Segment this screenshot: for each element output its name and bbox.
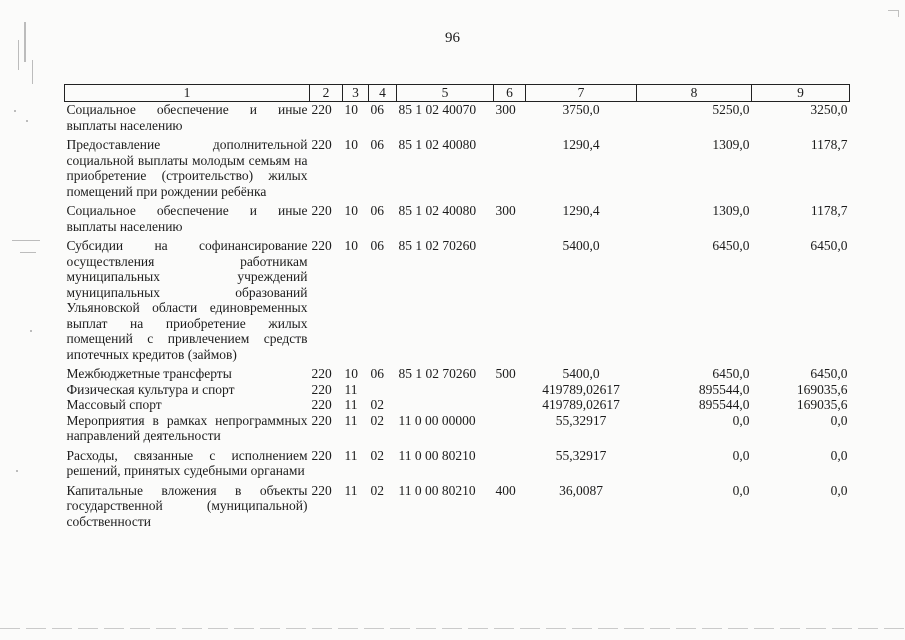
table-row [65,137,850,203]
cell-col3: 11 [344,397,358,412]
cell-col4: 02 [370,447,384,463]
column-header-6: 6 [494,85,526,102]
row-name: Капитальные вложения в объекты государственной (муниципальной) собственности [66,482,308,529]
cell-col2: 220 [311,203,332,218]
cell-col6 [494,413,526,448]
cell-col5: 11 0 00 00000 [398,412,476,428]
cell-col9: 1178,7 [810,137,848,152]
cell-col7: 419789,02617 [542,381,620,397]
cell-col5: 85 1 02 40080 [398,137,477,152]
cell-col6 [494,382,526,398]
column-header-4: 4 [369,85,397,102]
budget-table [64,84,850,529]
cell-col3: 10 [344,366,358,381]
cell-col9: 6450,0 [810,366,848,381]
cell-col9: 3250,0 [810,102,848,117]
cell-col4: 02 [370,412,384,428]
table-row [65,102,850,138]
cell-col5: 11 0 00 80210 [398,447,476,463]
table-row [65,448,850,483]
cell-col3: 11 [344,381,358,397]
cell-col8: 0,0 [732,447,750,463]
cell-col3: 10 [344,238,358,253]
cell-col4: 06 [370,238,384,253]
cell-col9: 169035,6 [796,381,848,397]
cell-col9: 6450,0 [810,238,848,253]
row-name: Массовый спорт [66,397,162,412]
row-name: Субсидии на софинансирование осуществления работникам муниципальных учреждений муниципальных образований Ульяновской области единовременных выплат на приобретение жилых помещений с привлечением средств ипотечных кредитов (займов) [66,238,308,362]
cell-col4: 02 [370,482,384,498]
row-name: Расходы, связанные с исполнением решений, принятых судебными органами [66,447,308,478]
cell-col9: 0,0 [830,482,848,498]
cell-col5: 85 1 02 40080 [398,203,477,218]
cell-col2: 220 [311,366,332,381]
cell-col6 [494,137,526,203]
cell-col7: 55,32917 [555,412,607,428]
cell-col8: 0,0 [732,482,750,498]
column-header-1: 1 [65,85,310,102]
table-row [65,397,850,413]
cell-col8: 6450,0 [712,238,750,253]
cell-col3: 10 [344,137,358,152]
cell-col4: 06 [370,137,384,152]
cell-col5 [397,382,494,398]
column-header-7: 7 [526,85,637,102]
table-row [65,483,850,530]
row-name: Социальное обеспечение и иные выплаты населению [66,102,308,133]
cell-col8: 895544,0 [698,381,750,397]
column-header-9: 9 [752,85,850,102]
cell-col7: 36,0087 [559,482,603,498]
row-name: Межбюджетные трансферты [66,366,232,381]
cell-col8: 0,0 [732,412,750,428]
cell-col9: 0,0 [830,412,848,428]
cell-col6 [494,397,526,413]
cell-col4: 02 [370,397,384,412]
cell-col2: 220 [311,447,332,463]
cell-col3: 10 [344,203,358,218]
cell-col3: 11 [344,412,358,428]
cell-col4: 06 [370,102,384,117]
row-name: Мероприятия в рамках непрограммных направлений деятельности [66,412,308,443]
cell-col6: 300 [495,102,516,117]
cell-col8: 895544,0 [698,397,750,412]
cell-col2: 220 [311,397,332,412]
cell-col6: 400 [495,482,516,498]
cell-col7: 1290,4 [562,203,600,218]
cell-col7: 55,32917 [555,447,607,463]
cell-col5 [397,397,494,413]
cell-col2: 220 [311,137,332,152]
cell-col7: 5400,0 [562,238,600,253]
cell-col4: 06 [370,203,384,218]
cell-col2: 220 [311,238,332,253]
cell-col3: 10 [344,102,358,117]
cell-col6 [494,448,526,483]
column-header-5: 5 [397,85,494,102]
cell-col2: 220 [311,102,332,117]
row-name: Социальное обеспечение и иные выплаты населению [66,203,308,234]
cell-col8: 5250,0 [712,102,750,117]
table-row [65,203,850,238]
cell-col2: 220 [311,412,332,428]
cell-col4 [369,382,397,398]
cell-col6: 300 [495,203,516,218]
cell-col3: 11 [344,447,358,463]
cell-col4: 06 [370,366,384,381]
cell-col6 [494,238,526,366]
page-number: 96 [445,30,460,46]
cell-col7: 5400,0 [562,366,600,381]
row-name: Предоставление дополнительной социальной выплаты молодым семьям на приобретение (строительство) жилых помещений при рождении ребёнка [66,137,308,199]
cell-col2: 220 [311,381,332,397]
cell-col6: 500 [495,366,516,381]
column-header-3: 3 [343,85,369,102]
table-row [65,413,850,448]
cell-col2: 220 [311,482,332,498]
cell-col5: 85 1 02 40070 [398,102,477,117]
cell-col9: 169035,6 [796,397,848,412]
cell-col9: 1178,7 [810,203,848,218]
column-header-8: 8 [637,85,752,102]
cell-col7: 3750,0 [562,102,600,117]
table-row [65,382,850,398]
table-row [65,366,850,382]
cell-col8: 1309,0 [712,203,750,218]
table-header-row [65,85,850,102]
scan-bottom-edge [0,628,905,629]
table-row [65,238,850,366]
cell-col9: 0,0 [830,447,848,463]
cell-col7: 1290,4 [562,137,600,152]
cell-col3: 11 [344,482,358,498]
cell-col5: 11 0 00 80210 [398,482,476,498]
cell-col5: 85 1 02 70260 [398,238,477,253]
scan-edge-artifacts [10,0,50,640]
row-name: Физическая культура и спорт [66,381,235,397]
cell-col5: 85 1 02 70260 [398,366,477,381]
cell-col8: 1309,0 [712,137,750,152]
cell-col7: 419789,02617 [542,397,620,412]
column-header-2: 2 [310,85,343,102]
scan-corner-mark [888,10,899,17]
cell-col8: 6450,0 [712,366,750,381]
